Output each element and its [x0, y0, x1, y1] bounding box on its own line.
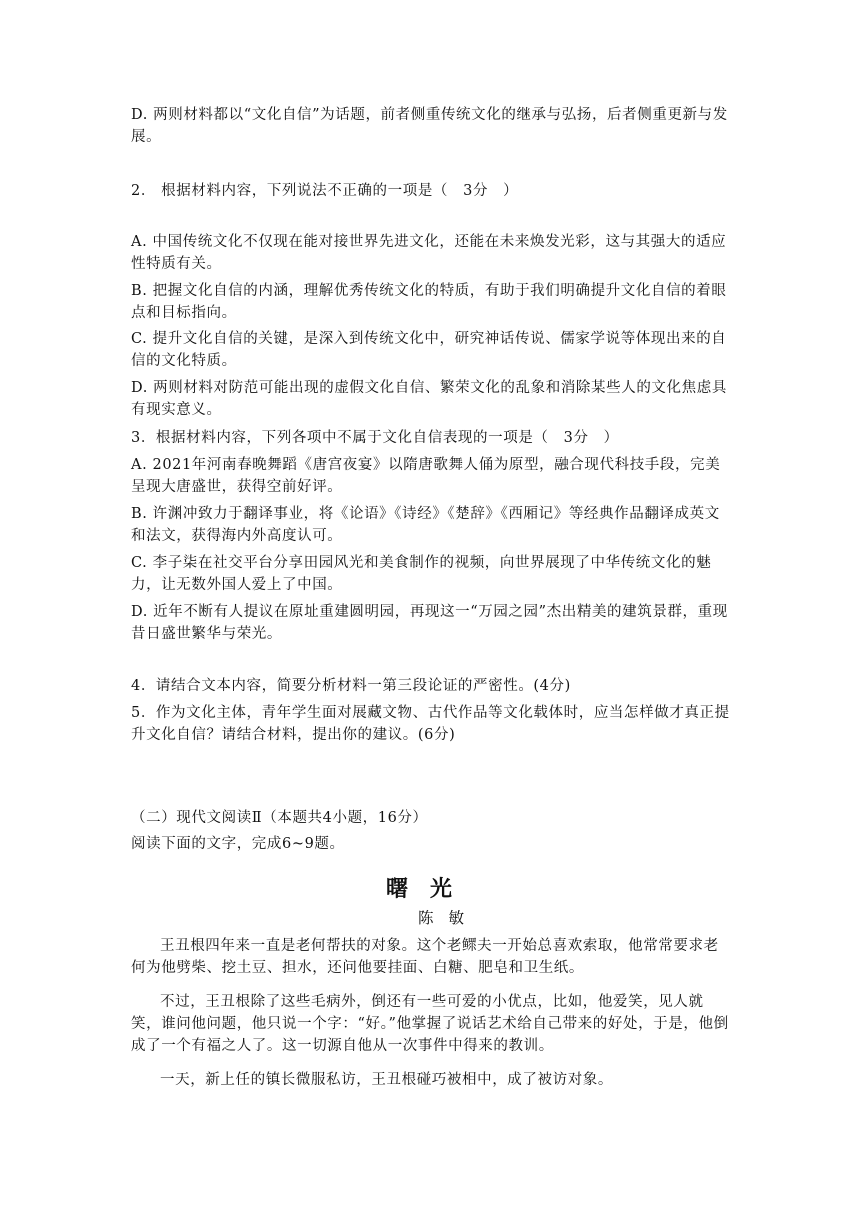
story-title: 曙光: [385, 876, 474, 902]
q1-option-d: D. 两则材料都以“文化自信”为话题，前者侧重传统文化的继承与弘扬，后者侧重更新与发展。: [131, 107, 728, 145]
q3-option-c: C. 李子柒在社交平台分享田园风光和美食制作的视频，向世界展现了中华传统文化的魅力，让无数外国人爱上了中国。: [131, 555, 712, 593]
story-paragraph: 一天，新上任的镇长微服私访，王丑根碰巧被相中，成了被访对象。: [160, 1072, 613, 1088]
q2-option-c: C. 提升文化自信的关键，是深入到传统文化中，研究神话传说、儒家学说等体现出来的自信的文化特质。: [131, 331, 727, 369]
q2-option-d: D. 两则材料对防范可能出现的虚假文化自信、繁荣文化的乱象和消除某些人的文化焦虑具有现实意义。: [131, 380, 727, 418]
q3-option-a: A. 2021年河南春晚舞蹈《唐宫夜宴》以隋唐歌舞人俑为原型，融合现代科技手段，完美呈现大唐盛世，获得空前好评。: [131, 457, 721, 495]
q3-option-b: B. 许渊冲致力于翻译事业，将《论语》《诗经》《楚辞》《西厢记》等经典作品翻译成英文和法文，获得海内外高度认可。: [131, 506, 720, 544]
q5: 5．作为文化主体，青年学生面对展藏文物、古代作品等文化载体时，应当怎样做才真正提升文化自信？请结合材料，提出你的建议。(6分): [131, 705, 730, 743]
story-paragraph: 不过，王丑根除了这些毛病外，倒还有一些可爱的小优点，比如，他爱笑，见人就笑，谁问他问题，他只说一个字：“好。”他掌握了说话艺术给自己带来的好处，于是，他倒成了一个有福之人了。这一切源自他从一次事件中得来的教训。: [131, 994, 729, 1054]
q2-option-a: A. 中国传统文化不仅现在能对接世界先进文化，还能在未来焕发光彩，这与其强大的适应性特质有关。: [131, 234, 727, 272]
section-instruction: 阅读下面的文字，完成6~9题。: [131, 836, 345, 852]
section-heading: （二）现代文阅读Ⅱ（本题共4小题，16分）: [131, 810, 428, 826]
story-author: 陈敏: [418, 909, 480, 927]
q2-stem: 2． 根据材料内容，下列说法不正确的一项是（ 3分 ）: [131, 183, 519, 199]
q4: 4．请结合文本内容，简要分析材料一第三段论证的严密性。(4分): [131, 678, 571, 694]
q3-stem: 3．根据材料内容，下列各项中不属于文化自信表现的一项是（ 3分 ）: [131, 430, 619, 446]
q3-option-d: D. 近年不断有人提议在原址重建圆明园，再现这一“万园之园”杰出精美的建筑景群，重现昔日盛世繁华与荣光。: [131, 604, 728, 642]
q2-option-b: B. 把握文化自信的内涵，理解优秀传统文化的特质，有助于我们明确提升文化自信的着眼点和目标指向。: [131, 283, 727, 321]
story-paragraph: 王丑根四年来一直是老何帮扶的对象。这个老鳏夫一开始总喜欢索取，他常常要求老何为他劈柴、挖土豆、担水，还问他要挂面、白糖、肥皂和卫生纸。: [131, 938, 719, 976]
